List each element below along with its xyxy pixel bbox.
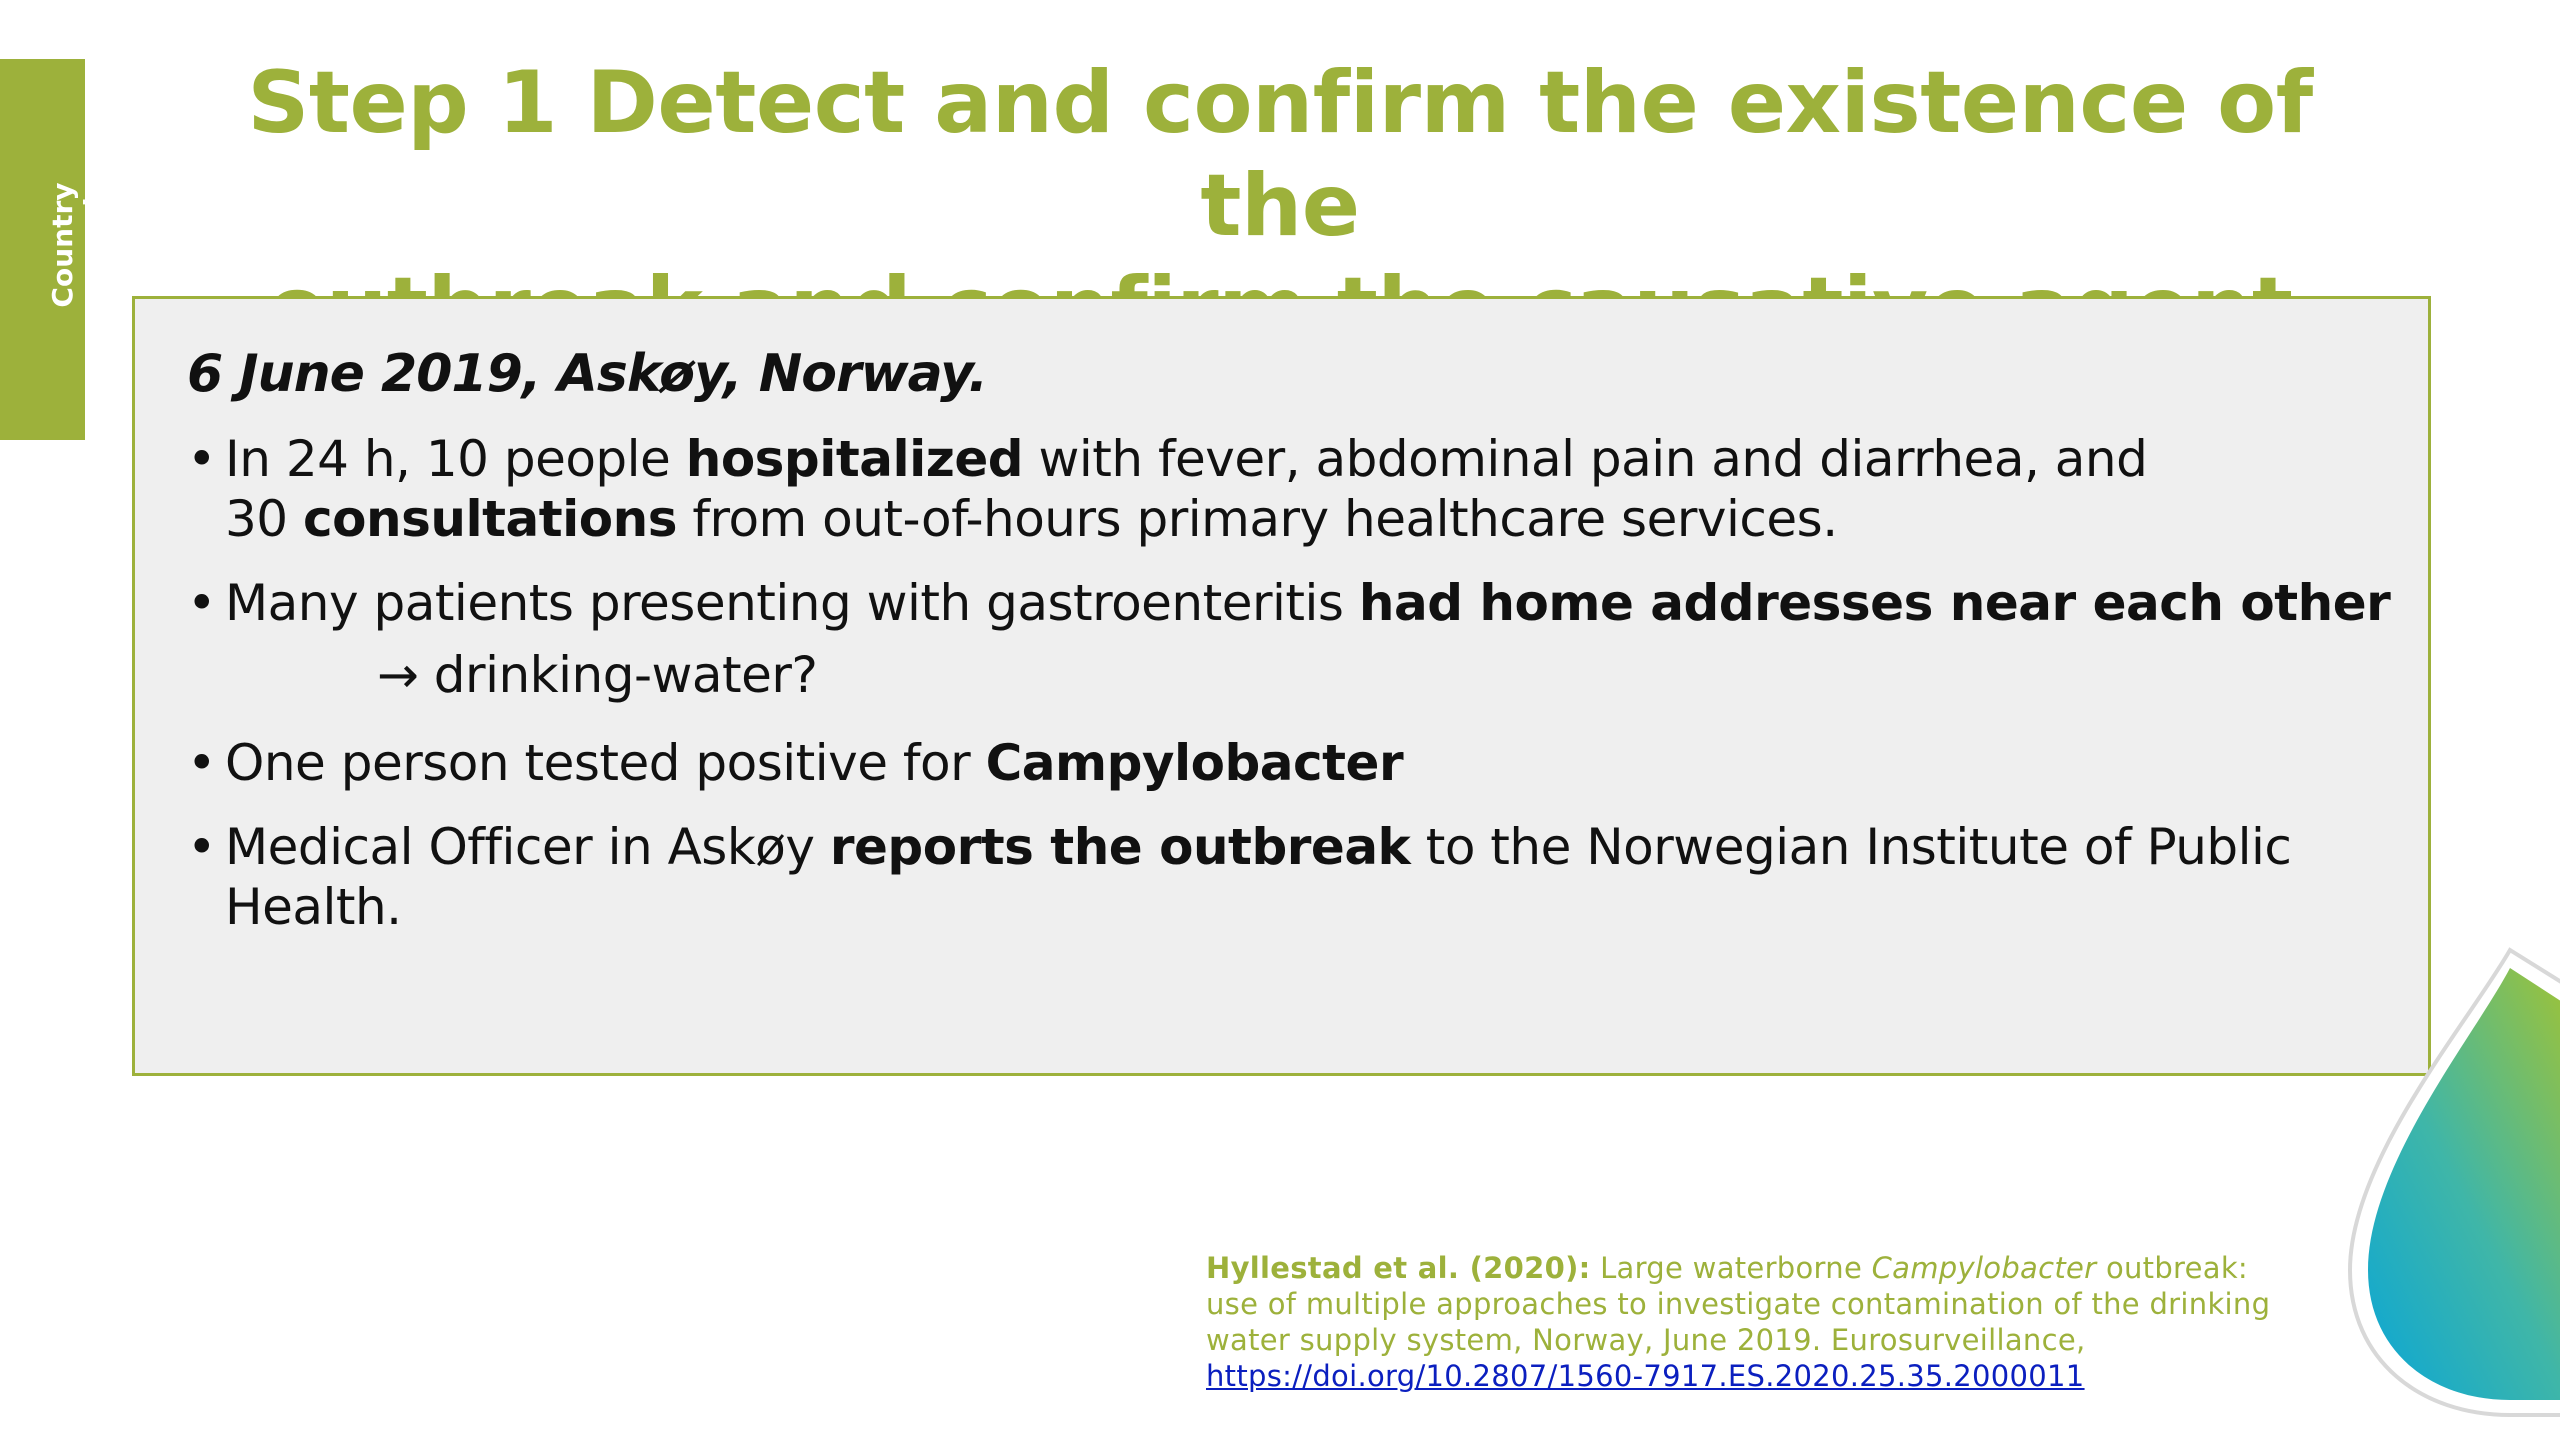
bold-hospitalized: hospitalized xyxy=(685,430,1024,488)
box-heading: 6 June 2019, Askøy, Norway. xyxy=(187,344,987,404)
reference-italic-term: Campylobacter xyxy=(1871,1251,2097,1285)
country-example-label: Country example xyxy=(46,178,111,312)
bold-home-addresses: had home addresses near each other xyxy=(1358,574,2391,632)
bullet-dot: • xyxy=(187,430,216,488)
bullet-list xyxy=(187,429,2427,961)
bold-campylobacter: Campylobacter xyxy=(985,734,1404,792)
bold-consultations: consultations xyxy=(303,490,677,548)
water-drop-icon xyxy=(2330,940,2560,1440)
bullet-campylobacter: • One person tested positive for Campylobacter xyxy=(187,734,1404,792)
content-box xyxy=(132,296,2431,1076)
reference-authors: Hyllestad et al. (2020): xyxy=(1206,1251,1591,1285)
reference-doi-link[interactable]: https://doi.org/10.2807/1560-7917.ES.2020.25.35.2000011 xyxy=(1206,1359,2085,1393)
bold-reports-outbreak: reports the outbreak xyxy=(829,818,1411,876)
drinking-water-line: → drinking-water? xyxy=(377,646,818,704)
bullet-medical-officer: • Medical Officer in Askøy reports the outbreak to the Norwegian Institute of Public Health. xyxy=(187,818,2292,936)
bullet-dot: • xyxy=(187,574,216,632)
reference-footnote: Hyllestad et al. (2020): Large waterborne Campylobacter outbreak: use of multiple approaches to investigate contamination of the drinking water supply system, Norway, June 2019. Eurosurveillance, https://doi.org/10.2807/1560-7917.ES.2020.25.35.2000011 xyxy=(1206,1251,2271,1393)
title-line-1: Step 1 Detect and confirm the existence of the xyxy=(247,53,2313,256)
bullet-home-addresses: • Many patients presenting with gastroenteritis had home addresses near each other xyxy=(187,574,2391,632)
bullet-dot: • xyxy=(187,734,216,792)
bullet-hospitalized: • In 24 h, 10 people hospitalized with fever, abdominal pain and diarrhea, and 30 consultations from out-of-hours primary healthcare services. xyxy=(187,430,2148,548)
bullet-dot: • xyxy=(187,818,216,876)
